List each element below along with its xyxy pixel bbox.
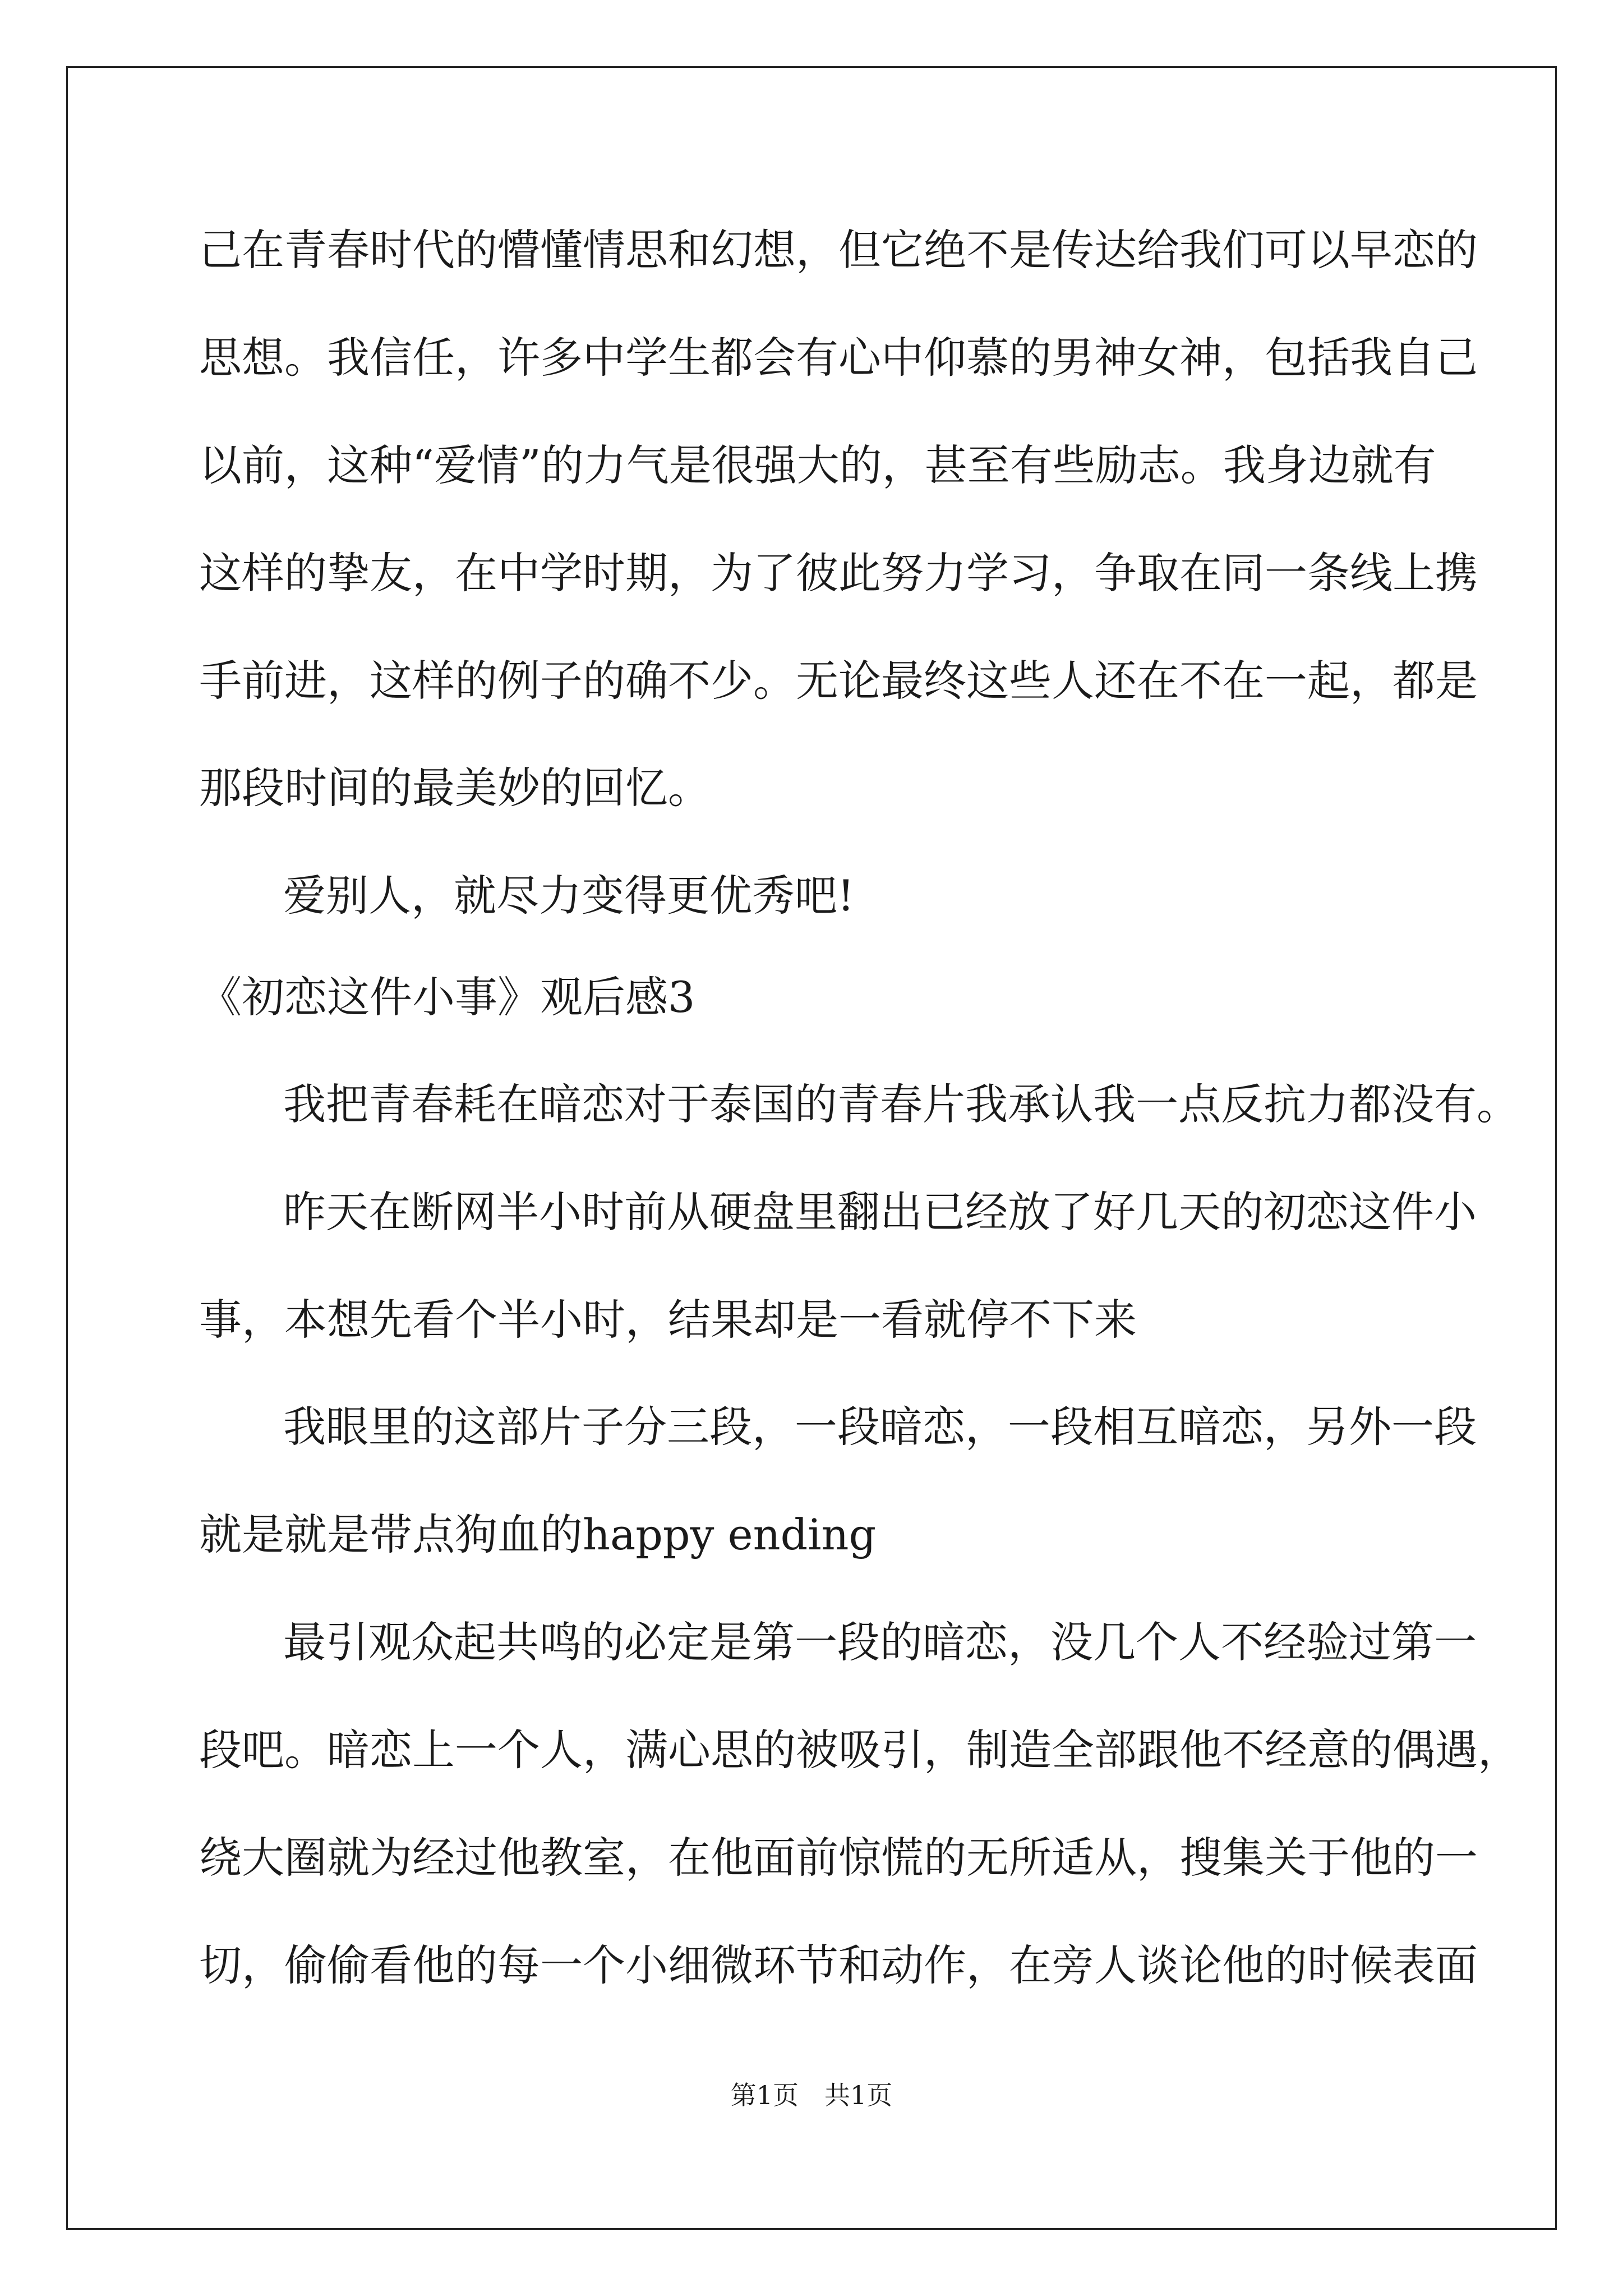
text-line: 以前，这种“爱情”的力气是很强大的，甚至有些励志。我身边就有: [199, 440, 1436, 490]
text-line: 就是就是带点狗血的happy ending: [199, 1510, 877, 1559]
text-line: 那段时间的最美妙的回忆。: [199, 763, 711, 813]
text-line: 思想。我信任，许多中学生都会有心中仰慕的男神女神，包括我自己: [199, 333, 1478, 383]
section-heading: 《初恋这件小事》观后感3: [199, 972, 695, 1022]
page-border: [66, 66, 1557, 2230]
text-line: 段吧。暗恋上一个人，满心思的被吸引，制造全部跟他不经意的偶遇，: [199, 1725, 1520, 1775]
text-line: 手前进，这样的例子的确不少。无论最终这些人还在不在一起，都是: [199, 656, 1478, 706]
page-number-footer: 第1页 共1页: [730, 2080, 893, 2110]
text-line: 绕大圈就为经过他教室，在他面前惊慌的无所适从，搜集关于他的一: [199, 1833, 1478, 1883]
paragraph-line: 我眼里的这部片子分三段，一段暗恋，一段相互暗恋，另外一段: [283, 1402, 1477, 1452]
paragraph-line: 我把青春耗在暗恋对于泰国的青春片我承认我一点反抗力都没有。: [283, 1079, 1519, 1129]
text-line: 己在青春时代的懵懂情思和幻想，但它绝不是传达给我们可以早恋的: [199, 225, 1478, 275]
paragraph-line: 昨天在断网半小时前从硬盘里翻出已经放了好几天的初恋这件小: [283, 1187, 1477, 1237]
text-line: 事，本想先看个半小时，结果却是一看就停不下来: [199, 1295, 1137, 1345]
paragraph-line: 爱别人，就尽力变得更优秀吧!: [283, 871, 855, 921]
text-line: 这样的挚友，在中学时期，为了彼此努力学习，争取在同一条线上携: [199, 548, 1478, 598]
paragraph-line: 最引观众起共鸣的必定是第一段的暗恋，没几个人不经验过第一: [283, 1617, 1477, 1667]
text-line: 切，偷偷看他的每一个小细微环节和动作，在旁人谈论他的时候表面: [199, 1940, 1478, 1990]
